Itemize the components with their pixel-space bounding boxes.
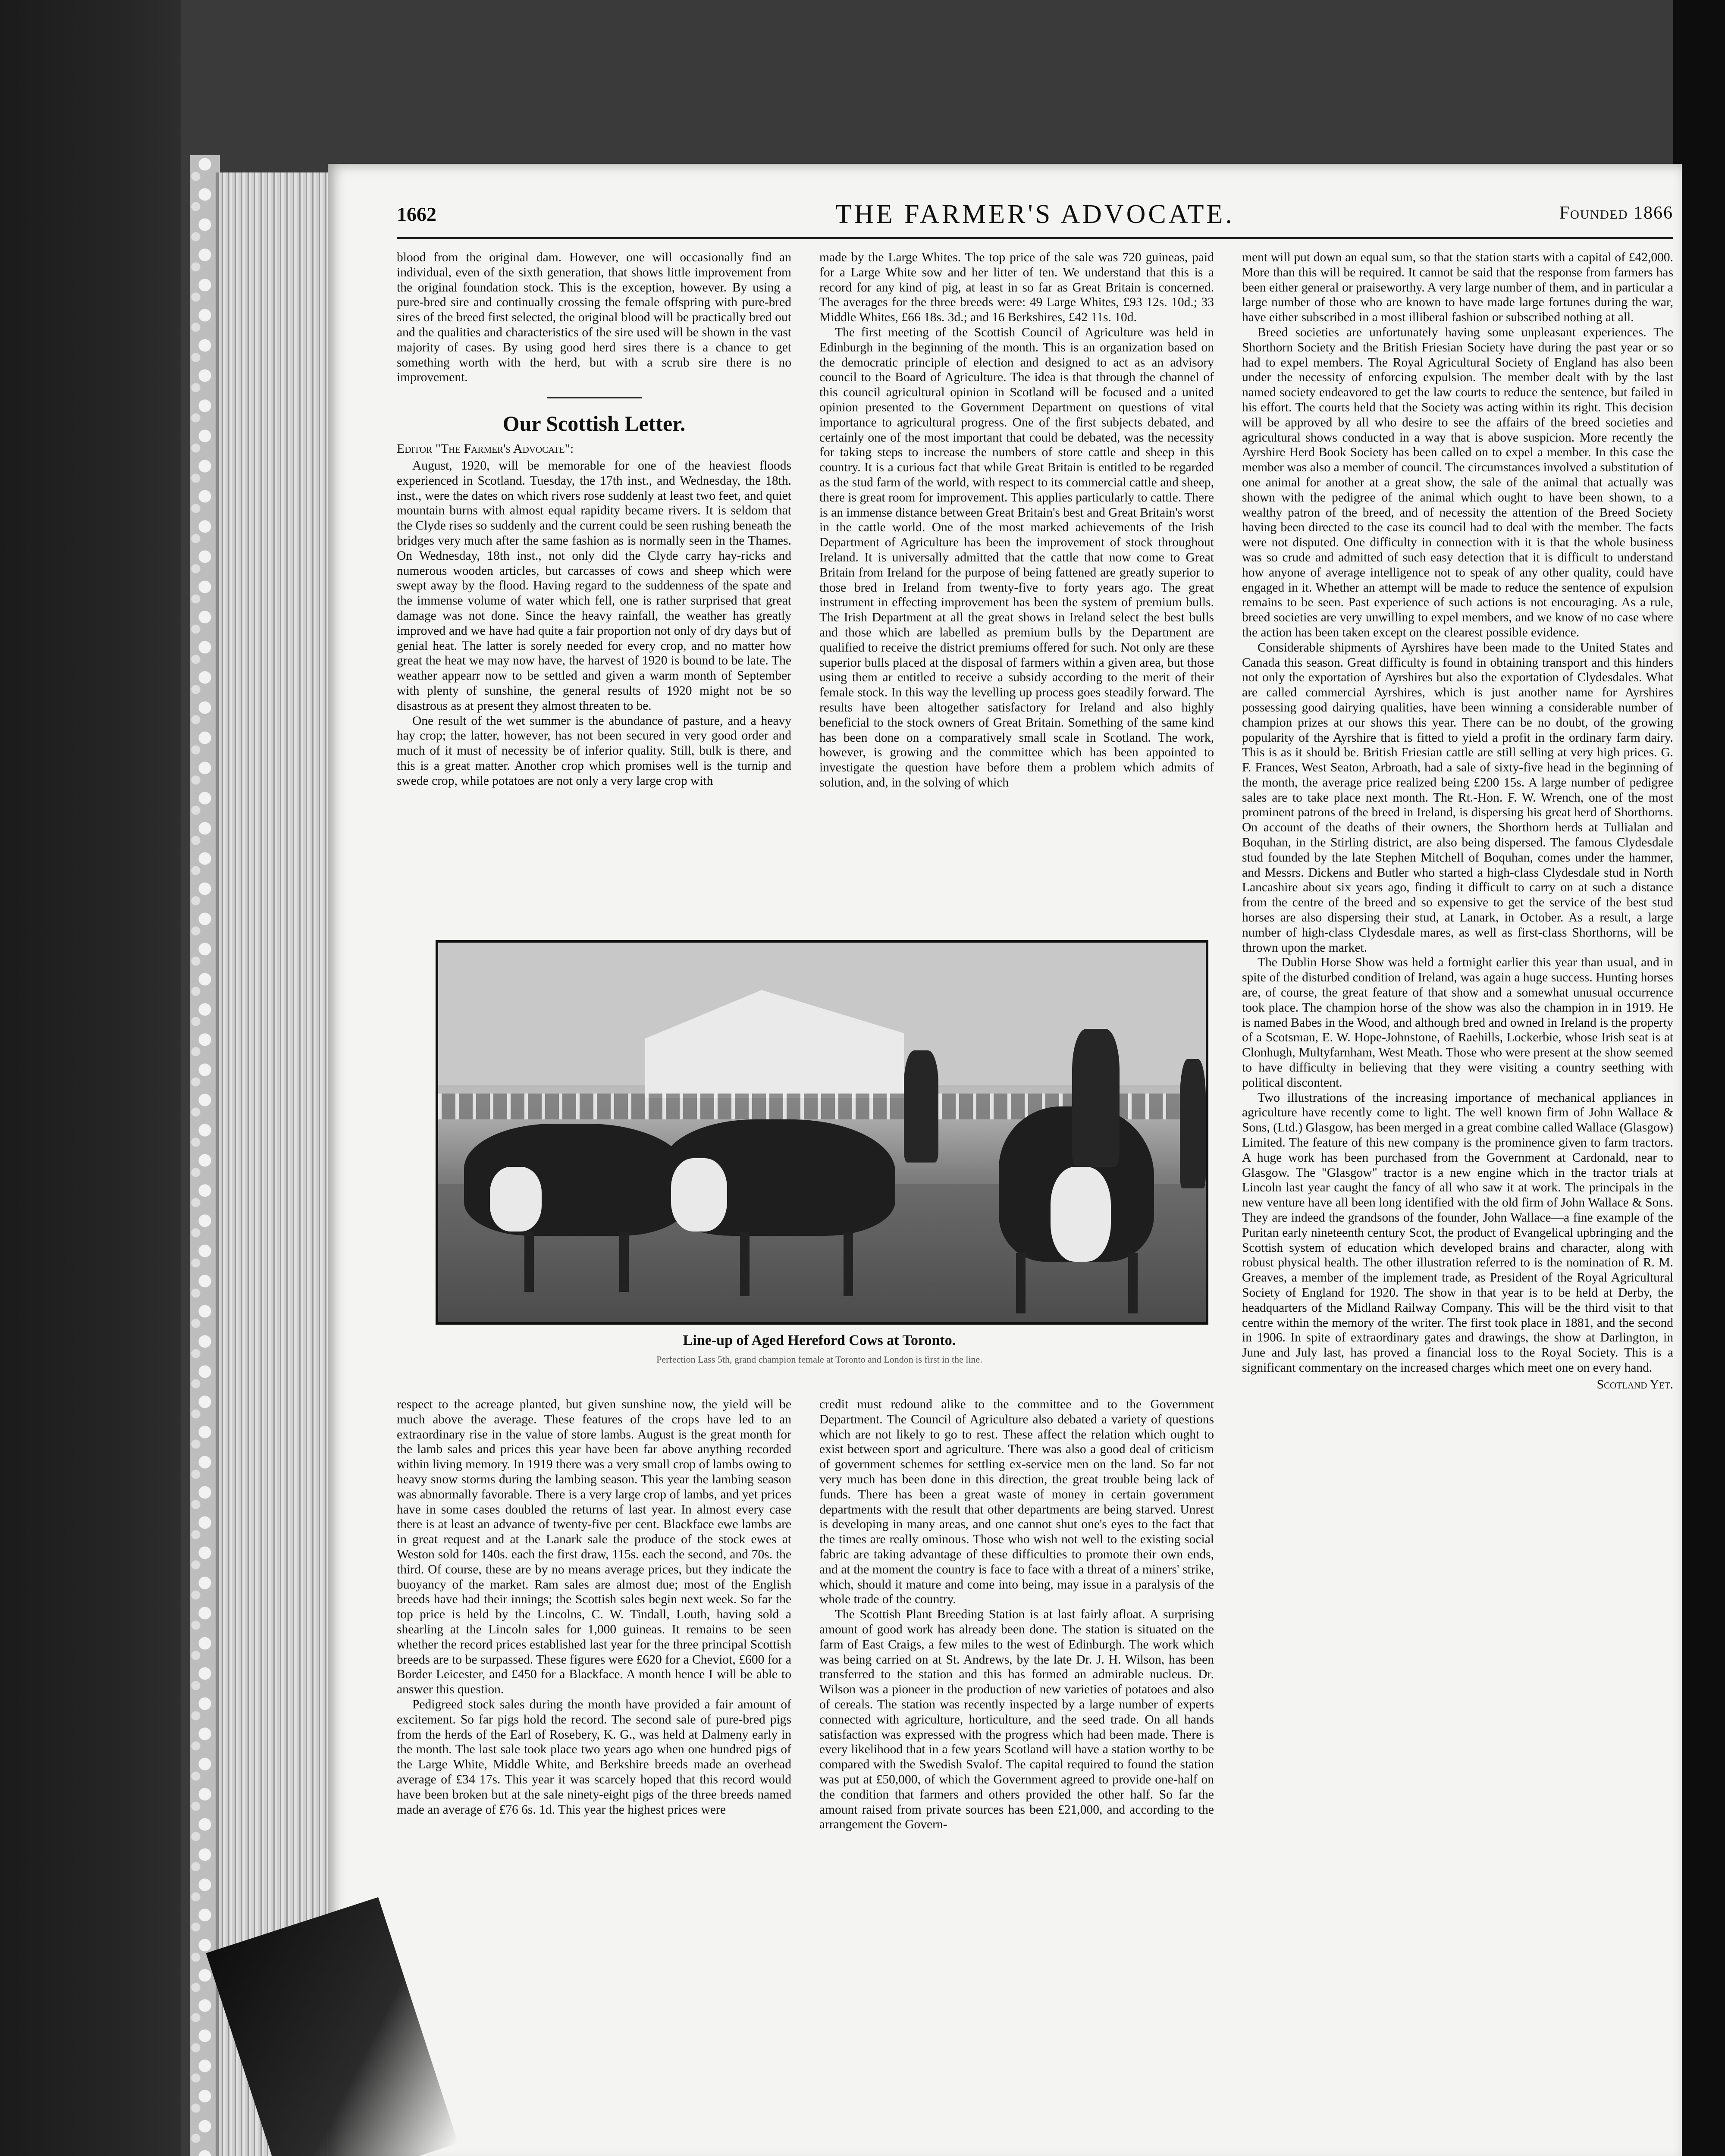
paragraph: The first meeting of the Scottish Council of Agriculture was held in Edinburgh in the beginning of the month. This is an organization based on the democratic principle of election and designed to act as an advisory council to the Board of Agriculture. The idea is that through the channel of this council agricultural opinion in Scotland will be focused and a united opinion presented to the Government Department on questions of vital importance to agricultural progress. One of the first subjects debated, and certainly one of the most important that could be debated, was the necessity for taking steps to increase the numbers of store cattle and sheep in this country. It is a curious fact that while Great Britain is entitled to be regarded as the stud farm of the world, with respect to its commercial cattle and sheep, there is great room for improvement. This applies particularly to cattle. There is an immense distance between Great Britain's best and Great Britain's worst in the cattle world. One of the most marked achievements of the Irish Department of Agriculture has been the improvement of stock throughout Ireland. It is universally admitted that the cattle that now come to Great Britain from Ireland for the purpose of being fattened are greatly superior to those bred in Ireland from twenty-five to forty years ago. The great instrument in effecting improvement has been the system of premium bulls. The Irish Department at all the great shows in Ireland select the best bulls and those which are labelled as premium bulls by the Department are qualified to receive the district premiums offered for such. Not only are these superior bulls placed at the disposal of farmers within a given area, but those using them ar entitled to receive a subsidy according to the merit of their female stock. In this way the levelling up process goes steadily forward. The results have been altogether satisfactory for Ireland and also highly beneficial to the stock owners of Great Britain. Something of the same kind has been done on a comparatively small scale in Scotland. The work, however, is growing and the committee which has been appointed to investigate the question have before them a problem which admits of solution, and, in the solving of which: [819, 325, 1214, 790]
journal-title: THE FARMER'S ADVOCATE.: [835, 200, 1235, 229]
paragraph: Pedigreed stock sales during the month have provided a fair amount of excitement. So far pigs hold the record. The second sale of pure-bred pigs from the herds of the Earl of Rosebery, K. G., was held at Dalmeny early in the month. The last sale took place two years ago when one hundred pigs of the Large White, Middle White, and Berkshire breeds made an overhead average of £34 17s. This year it was scarcely hoped that this record would have been broken but at the sale ninety-eight pigs of the three breeds named made an average of £76 6s. 1d. This year the highest prices were: [397, 1697, 791, 1817]
paragraph: The Dublin Horse Show was held a fortnight earlier this year than usual, and in spite of the disturbed condition of Ireland, was again a huge success. Hunting horses are, of course, the great feature of that show and a somewhat unusual occurrence took place. The champion horse of the show was also the champion in in 1919. He is named Babes in the Wood, and although bred and owned in Ireland is the property of a Scotsman, E. W. Hope-Johnstone, of Raehills, Lockerbie, whose Irish seat is at Clonhugh, Multyfarnham, West Meath. Those who were present at the show seemed to have difficulty in believing that they were visiting a country seething with political discontent.: [1242, 956, 1673, 1090]
paragraph: Considerable shipments of Ayrshires have been made to the United States and Canada this season. Great difficulty is found in obtaining transport and this hinders not only the exportation of Ayrshires but also the exportation of Clydesdales. What are called commercial Ayrshires, which is just another name for Ayrshires possessing good dairying qualities, have been winning a considerable number of champion prizes at our shows this year. There can be no doubt, of the growing popularity of the Ayrshire that is fitted to yield a profit in the ordinary farm dairy. This is as it should be. British Friesian cattle are still selling at very high prices. G. F. Frances, West Seaton, Arbroath, had a sale of sixty-five head in the beginning of the month, the average price realized being £200 15s. A large number of pedigree sales are to take place next month. The Rt.-Hon. F. W. Wrench, one of the most prominent patrons of the breed in Ireland, is dispersing his great herd of Shorthorns. On account of the deaths of their owners, the Shorthorn herds at Tullialan and Boquhan, in the Stirling district, are also being dispersed. The famous Clydesdale stud founded by the late Stephen Mitchell of Boquhan, comes under the hammer, and Messrs. Dickens and Butler who started a high-class Clydesdale stud in North Lancashire about six years ago, finding it difficult to carry on at such a distance from the centre of the breed and so expensive to get the service of the best stud horses are also dispersing their stud, at Lanark, in October. As a result, a large number of high-class Clydesdale mares, as well as first-class Shorthorns, will be thrown upon the market.: [1242, 640, 1673, 955]
column-1-lower: [397, 1397, 791, 1817]
paragraph: made by the Large Whites. The top price of the sale was 720 guineas, paid for a Large White sow and her litter of ten. We understand that this is a record for any kind of pig, at least in so far as Great Britain is concerned. The averages for the three breeds were: 49 Large Whites, £93 12s. 10d.; 33 Middle Whites, £66 18s. 3d.; and 16 Berkshires, £42 11s. 10d.: [819, 251, 1214, 325]
column-2: [819, 250, 1214, 790]
page-content: [397, 200, 1673, 1832]
page-number: 1662: [397, 203, 436, 225]
scan-background-left: [0, 0, 181, 2156]
column-2-lower: [819, 1397, 1214, 1832]
paragraph: August, 1920, will be memorable for one of the heaviest floods experienced in Scotland. Tuesday, the 17th inst., and Wednesday, the 18th. inst., were the dates on which rivers rose suddenly at least two feet, and quiet mountain burns with almost equal rapidity became rivers. It is seldom that the Clyde rises so suddenly and the current could be seen rushing beneath the bridges very much after the same fashion as is normally seen in the Thames. On Wednesday, 18th inst., not only did the Clyde carry hay-ricks and numerous wooden articles, but carcasses of cows and sheep which were swept away by the flood. Having regard to the suddenness of the spate and the immense volume of water which fell, one is rather surprised that great damage was not done. Since the heavy rainfall, the weather has greatly improved and we have had quite a fair proportion not only of dry days but of genial heat. The latter is sorely needed for every crop, and no matter how great the heat we may now have, the harvest of 1920 is bound to be late. The weather appearr now to be settled and given a warm month of September with plenty of sunshine, the general results of 1920 might not be so disastrous as at present they almost threaten to be.: [397, 458, 791, 713]
masthead: [397, 200, 1673, 237]
author-signature: Scotland Yet.: [1596, 1377, 1673, 1391]
herdsman-image: [1180, 1059, 1206, 1188]
column-3: [1242, 250, 1673, 1392]
editor-salutation: Editor "The Farmer's Advocate":: [397, 442, 574, 456]
figure-caption-subtitle: Perfection Lass 5th, grand champion female at Toronto and London is first in the line.: [656, 1354, 982, 1365]
section-divider: [547, 397, 642, 398]
article-heading: Our Scottish Letter.: [502, 411, 686, 436]
paragraph: The Scottish Plant Breeding Station is at last fairly afloat. A surprising amount of good work has already been done. The station is situated on the farm of East Craigs, a few miles to the west of Edinburgh. The work which was being carried on at St. Andrews, by the late Dr. J. H. Wilson, has been transferred to the station and this has formed an admirable nucleus. Dr. Wilson was a pioneer in the production of new varieties of potatoes and also of cereals. The station was recently inspected by a large number of experts connected with agriculture, horticulture, and the seed trade. On all hands satisfaction was expressed with the progress which had been made. There is every likelihood that in a few years Scotland will have a station worthy to be compared with the Swedish Svalof. The capital required to found the station was put at £50,000, of which the Government agreed to provide one-half on the condition that farmers and others provided the other half. So far the amount raised from private sources has been £21,000, and according to the arrangement the Govern-: [819, 1608, 1214, 1832]
book-page-edges: [216, 172, 331, 2156]
paragraph: Two illustrations of the increasing importance of mechanical appliances in agriculture have recently come to light. The well known firm of John Wallace & Sons, (Ltd.) Glasgow, has been merged in a great combine called Wallace (Glasgow) Limited. The feature of this new company is the prominence given to farm tractors. A huge work has been purchased from the Government at Cardonald, near to Glasgow. The "Glasgow" tractor is a new engine which in the tractor trials at Lincoln last year caught the fancy of all who saw it at work. The principals in the new venture have all been long identified with the old firm of John Wallace & Sons. They are indeed the grandsons of the founder, John Wallace—a fine example of the Puritan early nineteenth century Scot, the product of Evangelical upbringing and the Scottish system of education which developed brains and character, along with robust physical health. The other illustration referred to is the nomination of R. M. Greaves, a member of the implement trade, as President of the Royal Agricultural Society of England for 1920. The show in that year is to be held at Derby, the headquarters of the Midland Railway Company. This will be the third visit to that centre within the memory of the writer. The first took place in 1881, and the second in 1906. In spite of extraordinary gates and drawings, the show at Darlington, in June and July last, has proved a financial loss to the Royal Society. This is a significant commentary on the increased charges which meet one on every hand.: [1242, 1091, 1673, 1375]
paragraph: Breed societies are unfortunately having some unpleasant experiences. The Shorthorn Society and the British Friesian Society have during the past year or so had to expel members. The Royal Agricultural Society of England has also been under the necessity of enforcing expulsion. The member dealt with by the last named society endeavored to get the law courts to reduce the sentence, but failed in his effort. The courts held that the Society was acting within its right. This decision will be approved by all who desire to see the affairs of the breed societies and agricultural shows conducted in a way that is above suspicion. More recently the Ayrshire Herd Book Society has been called on to expel a member. In this case the member was also a member of council. The circumstances involved a substitution of one animal for another at a great show, the sale of the animal that actually was shown with the pedigree of the animal which ought to have been shown, to a wealthy patron of the breed, and of necessity the attention of the Breed Society having been directed to the case its council had to deal with the member. The facts were not disputed. One difficulty in connection with it is that the whole business was so crude and admitted of such easy detection that it is difficult to understand how anyone of average intelligence not to speak of any other quality, could have engaged in it. Whether an attempt will be made to reduce the sentence of expulsion remains to be seen. Past experience of such actions is not encouraging. As a rule, breed societies are very unwilling to expel members, and we know of no case where the action has been taken except on the clearest possible evidence.: [1242, 325, 1673, 639]
founded-year: Founded 1866: [1559, 203, 1673, 223]
herdsman-image: [904, 1050, 938, 1163]
figure-caption-title: Line-up of Aged Hereford Cows at Toronto.: [683, 1332, 956, 1348]
column-1: [397, 250, 791, 789]
magazine-page: [328, 164, 1682, 2156]
paragraph: One result of the wet summer is the abundance of pasture, and a heavy hay crop; the latter, however, has not been secured in very good order and much of it must of necessity be of inferior quality. Still, bulk is there, and this is a great matter. Another crop which promises well is the turnip and swede crop, while potatoes are not only a very large crop with: [397, 714, 791, 788]
herdsman-image: [1072, 1029, 1120, 1167]
header-rule: [397, 237, 1673, 239]
article-continuation: blood from the original dam. However, one will occasionally find an individual, even of the sixth generation, that shows little improvement from the original foundation stock. This is the exception, however. By using a pure-bred sire and continually crossing the female offspring with pure-bred sires of the breed first selected, the original blood will be practically bred out and the qualities and characteristics of the sire used will be shown in the vast majority of cases. By using good herd sires there is a chance to get something worth with the herd, but with a scrub sire there is no improvement.: [397, 251, 791, 385]
hereford-cows-photograph: [436, 940, 1208, 1325]
paragraph: ment will put down an equal sum, so that the station starts with a capital of £42,000. More than this will be required. It cannot be said that the response from farmers has been either general or praiseworthy. A very large number of them, and in particular a large number of those who are known to have made large fortunes during the war, have either subscribed in a most illiberal fashion or subscribed nothing at all.: [1242, 251, 1673, 325]
paragraph: credit must redound alike to the committee and to the Government Department. The Council of Agriculture also debated a variety of questions which are not likely to go to rest. These affect the relation which ought to exist between sport and agriculture. There was also a good deal of criticism of government schemes for settling ex-service men on the land. So far not very much has been done in this direction, the great trouble being lack of funds. There has been a great waste of money in certain government departments with the result that other departments are being starved. Unrest is developing in many areas, and one cannot shut one's eyes to the fact that the times are really ominous. Those who wish not well to the existing social fabric are taking advantage of these difficulties to promote their own ends, and at the moment the country is face to face with a threat of a miners' strike, which, should it mature and come into being, may issue in a paralysis of the whole trade of the country.: [819, 1398, 1214, 1607]
paragraph: respect to the acreage planted, but given sunshine now, the yield will be much above the average. These features of the crops have led to an extraordinary rise in the value of store lambs. August is the great month for the lamb sales and prices this year have been far above anything recorded within living memory. In 1919 there was a very small crop of lambs owing to heavy snow storms during the lambing season. This year the lambing season was abnormally favorable. There is a very large crop of lambs, and yet prices have in some cases doubled the returns of last year. In almost every case there is at least an advance of twenty-five per cent. Blackface ewe lambs are in great request and at the Lanark sale the produce of the stock ewes at Weston sold for 140s. each the first draw, 115s. each the second, and 70s. the third. Of course, these are by no means average prices, but they indicate the buoyancy of the market. Ram sales are almost due; most of the English breeds have had their innings; the Scottish sales begin next week. So far the top price is held by the Lincolns, C. W. Tindall, Louth, having sold a shearling at the Lincoln sales for 1,000 guineas. It remains to be seen whether the record prices established last year for the three principal Scottish breeds are to be surpassed. These figures were £620 for a Cheviot, £600 for a Border Leicester, and £450 for a Blackface. A month hence I will be able to answer this question.: [397, 1398, 791, 1697]
